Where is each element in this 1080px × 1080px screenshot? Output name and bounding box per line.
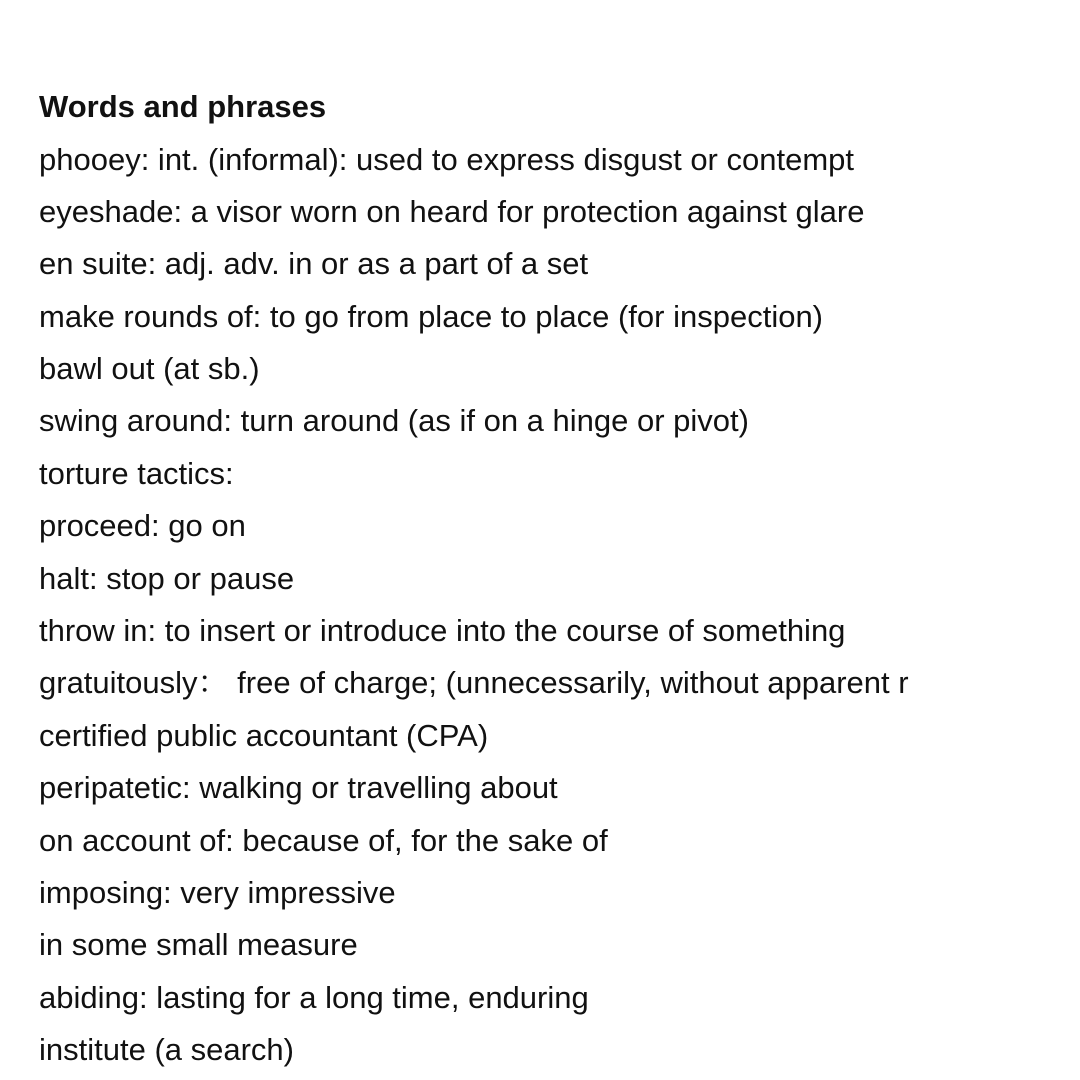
- entry-peripatetic: peripatetic: walking or travelling about: [39, 770, 558, 806]
- entry-imposing: imposing: very impressive: [39, 874, 396, 910]
- entry-phooey: phooey: int. (informal): used to express disgust or contempt: [39, 141, 855, 177]
- entry-bawl-out: bawl out (at sb.): [39, 351, 260, 387]
- entry-swing-around: swing around: turn around (as if on a hinge or pivot): [39, 403, 749, 439]
- entry-make-rounds-of: make rounds of: to go from place to place (for inspection): [39, 298, 824, 334]
- entry-on-account-of: on account of: because of, for the sake of: [39, 822, 608, 858]
- entry-in-some-small-measure: in some small measure: [39, 927, 358, 963]
- vocabulary-list: [39, 84, 1080, 1080]
- entry-torture-tactics: torture tactics:: [39, 455, 234, 491]
- entry-throw-in: throw in: to insert or introduce into the course of something: [39, 613, 846, 649]
- entry-institute: institute (a search): [39, 1032, 294, 1068]
- entry-en-suite: en suite: adj. adv. in or as a part of a set: [39, 246, 589, 282]
- entry-gratuitously: gratuitously： free of charge; (unnecessarily, without apparent r: [39, 665, 909, 701]
- entry-list: [39, 137, 1080, 1080]
- entry-proceed: proceed: go on: [39, 508, 246, 544]
- entry-certified-public-accountant: certified public accountant (CPA): [39, 717, 489, 753]
- entry-abiding: abiding: lasting for a long time, enduring: [39, 979, 589, 1015]
- page-title: Words and phrases: [39, 89, 327, 124]
- entry-eyeshade: eyeshade: a visor worn on heard for protection against glare: [39, 193, 865, 229]
- entry-halt: halt: stop or pause: [39, 560, 295, 596]
